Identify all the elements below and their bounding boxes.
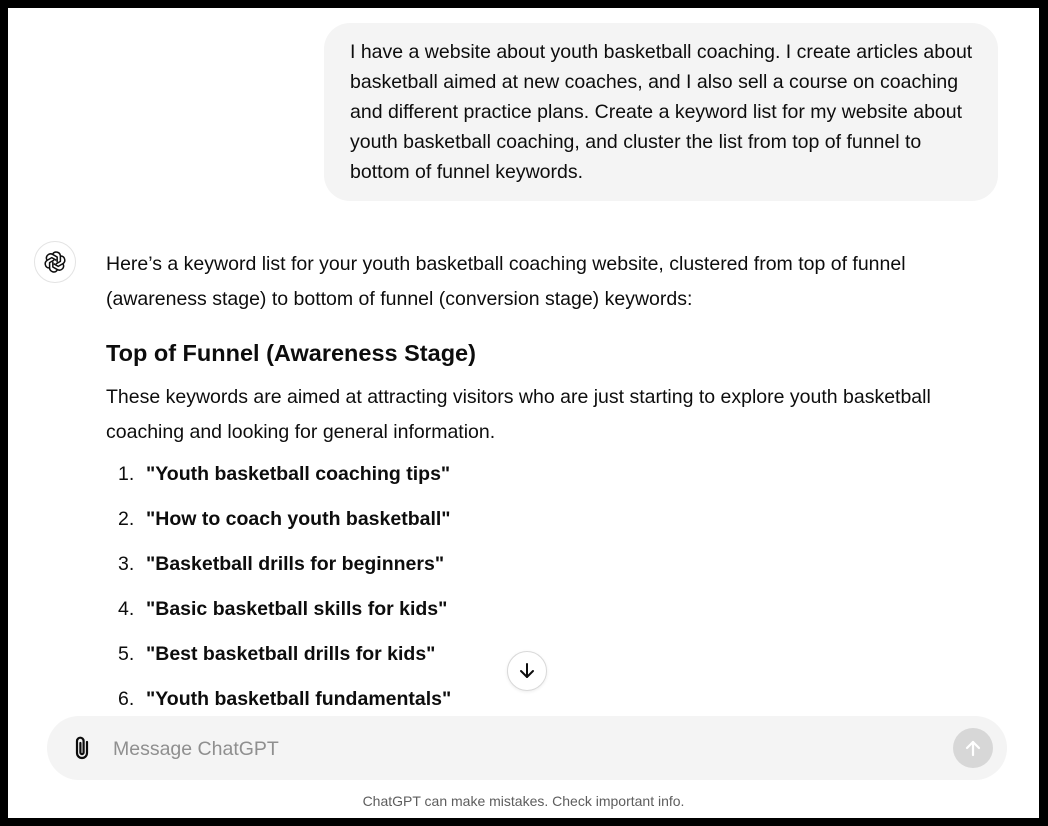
list-item-keyword: "Basketball drills for beginners" — [146, 553, 445, 575]
list-item-keyword: "Youth basketball fundamentals" — [146, 688, 452, 710]
list-item-keyword: "Youth basketball coaching tips" — [146, 463, 451, 485]
list-item-keyword: "Basic basketball skills for kids" — [146, 598, 448, 620]
list-item-number: 5. — [118, 643, 135, 665]
openai-logo-icon — [43, 250, 67, 274]
list-item-number: 1. — [118, 463, 135, 485]
list-item-keyword: "How to coach youth basketball" — [146, 508, 451, 530]
send-button[interactable] — [953, 728, 993, 768]
list-item — [106, 461, 966, 488]
scroll-to-bottom-button[interactable] — [507, 651, 547, 691]
list-item — [106, 506, 966, 533]
assistant-intro: Here’s a keyword list for your youth basketball coaching website, clustered from top of funnel (awareness stage) to bottom of funnel (conversion stage) keywords: — [106, 253, 906, 310]
list-item — [106, 686, 966, 713]
list-item-number: 2. — [118, 508, 135, 530]
composer — [47, 716, 1007, 780]
assistant-avatar — [34, 241, 76, 283]
chat-window — [8, 8, 1039, 818]
user-message-bubble — [324, 23, 998, 201]
section-description: These keywords are aimed at attracting visitors who are just starting to explore youth basketball coaching and looking for general information. — [106, 386, 931, 443]
list-item-number: 3. — [118, 553, 135, 575]
section-heading: Top of Funnel (Awareness Stage) — [106, 340, 476, 366]
message-input[interactable] — [111, 728, 935, 770]
list-item-number: 6. — [118, 688, 135, 710]
list-item-number: 4. — [118, 598, 135, 620]
attach-button[interactable] — [69, 734, 97, 762]
user-message-text: I have a website about youth basketball coaching. I create articles about basketball aimed at new coaches, and I also sell a course on coaching and different practice plans. Create a keyword list for my website about youth basketball coaching, and cluster the list from top of funnel to bottom of funnel keywords. — [350, 41, 973, 183]
list-item-keyword: "Best basketball drills for kids" — [146, 643, 436, 665]
paperclip-icon — [72, 735, 94, 761]
arrow-down-icon — [517, 661, 537, 681]
list-item — [106, 596, 966, 623]
arrow-up-icon — [963, 738, 983, 758]
disclaimer: ChatGPT can make mistakes. Check important info. — [362, 793, 685, 809]
list-item — [106, 551, 966, 578]
